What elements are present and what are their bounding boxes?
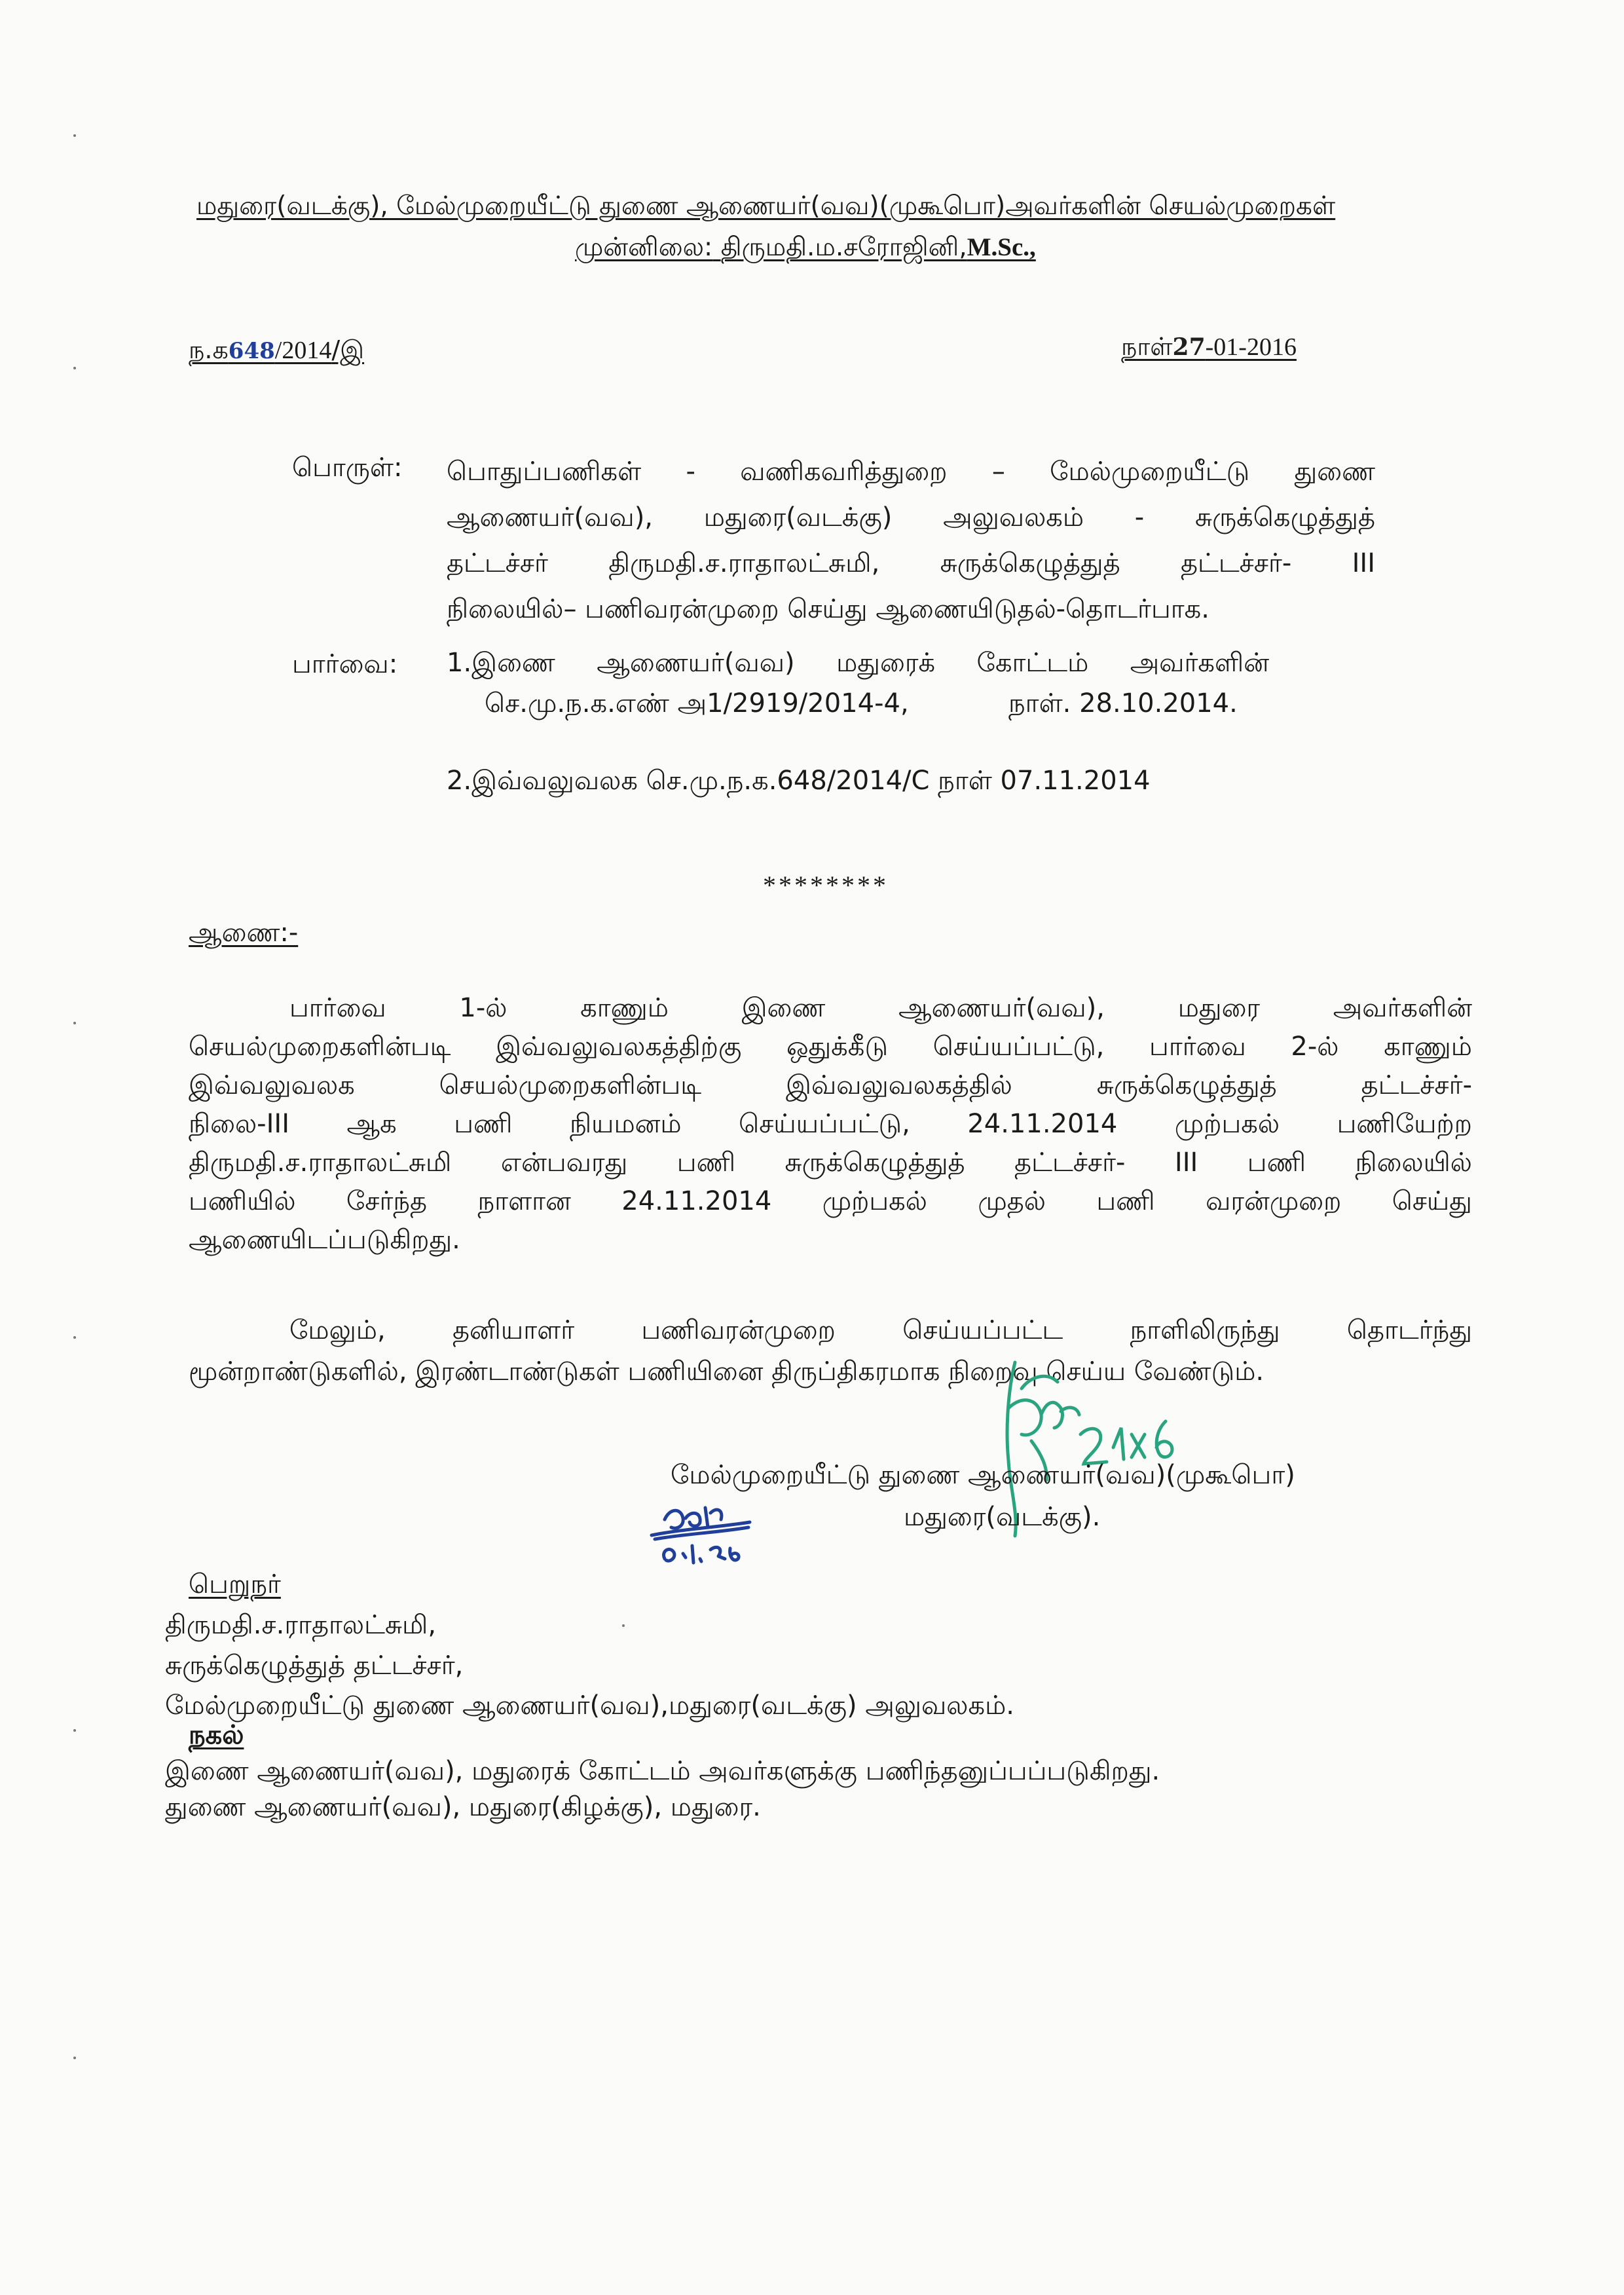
order-line: பணியில் சேர்ந்த நாளான 24.11.2014 முற்பகல் முதல் பணி வரன்முறை செய்து: [189, 1186, 1472, 1216]
recipient-designation: சுருக்கெழுத்துத் தட்டச்சர்,: [165, 1651, 464, 1681]
order-line: இவ்வலுவலக செயல்முறைகளின்படி இவ்வலுவலகத்தில் சுருக்கெழுத்துத் தட்டச்சர்-: [189, 1070, 1472, 1100]
recipient-label: பெறுநர்: [189, 1569, 281, 1599]
reference-1-line-2: [485, 688, 909, 719]
date-month-year: -01-2016: [1205, 333, 1297, 361]
copy-recipient-2: துணை ஆணையர்(வவ), மதுரை(கிழக்கு), மதுரை.: [165, 1792, 761, 1822]
subject-label: பொருள்:: [292, 453, 403, 483]
copy-label: நகல்: [189, 1720, 244, 1750]
reference-1-line-1: [447, 647, 1269, 679]
presiding-label: முன்னிலை:: [575, 233, 713, 262]
subject-line: தட்டச்சர் திருமதி.ச.ராதாலட்சுமி, சுருக்கெழுத்துத் தட்டச்சர்- III: [447, 548, 1375, 578]
heading-line-1: மதுரை(வடக்கு), மேல்முறையீட்டு துணை ஆணையர்(வவ)(முகூபொ)அவர்களின் செயல்முறைகள்: [196, 191, 1336, 221]
order-line: பார்வை 1-ல் காணும் இணை ஆணையர்(வவ), மதுரை அவர்களின்: [289, 993, 1472, 1023]
date-prefix: நாள்: [1121, 332, 1173, 361]
subject-line: பொதுப்பணிகள் - வணிகவரித்துறை – மேல்முறையீட்டு துணை: [447, 457, 1375, 487]
recipient-office: மேல்முறையீட்டு துணை ஆணையர்(வவ),மதுரை(வடக்கு) அலுவலகம்.: [165, 1690, 1014, 1721]
document-date: [1121, 332, 1297, 363]
subject-line: நிலையில்– பணிவரன்முறை செய்து ஆணையிடுதல்-தொடர்பாக.: [447, 594, 1209, 624]
order-line: மேலும், தனியாளர் பணிவரன்முறை செய்யப்பட்ட நாளிலிருந்து தொடர்ந்து: [289, 1315, 1472, 1345]
order-label: ஆணை:-: [189, 918, 299, 948]
scan-speck: [73, 134, 76, 137]
presiding-degree: M.Sc.,: [967, 233, 1036, 261]
scan-speck: [73, 1729, 76, 1732]
subject-block: [447, 449, 1375, 632]
scan-speck: [622, 1624, 625, 1627]
initials-mark: [645, 1493, 756, 1572]
presiding-officer-line: [575, 233, 1036, 263]
scan-speck: [73, 1022, 76, 1024]
reference-1-date: நாள். 28.10.2014.: [1008, 688, 1238, 718]
scan-speck: [73, 1336, 76, 1339]
copy-recipient-1: இணை ஆணையர்(வவ), மதுரைக் கோட்டம் அவர்களுக்கு பணிந்தனுப்பப்படுகிறது.: [165, 1756, 1160, 1786]
recipient-name: திருமதி.ச.ராதாலட்சுமி,: [165, 1610, 437, 1640]
order-line: திருமதி.ச.ராதாலட்சுமி என்பவரது பணி சுருக்கெழுத்துத் தட்டச்சர்- III பணி நிலையில்: [189, 1148, 1472, 1178]
presiding-name: திருமதி.ம.சரோஜினி,: [720, 233, 967, 262]
scan-speck: [73, 367, 76, 369]
scan-speck: [73, 2057, 76, 2059]
document-heading: [196, 191, 1467, 222]
separator-asterisks: ********: [763, 870, 889, 900]
reference-suffix: /இ: [331, 335, 365, 364]
signatory-office: மதுரை(வடக்கு).: [904, 1502, 1101, 1532]
order-paragraph-2: [189, 1310, 1472, 1392]
signatory-title: மேல்முறையீட்டு துணை ஆணையர்(வவ)(முகூபொ): [671, 1460, 1295, 1490]
reference-1-number: செ.மு.ந.க.எண் அ1/2919/2014-4,: [485, 688, 909, 718]
reference-handwritten-number: 648: [228, 338, 275, 364]
order-line: ஆணையிடப்படுகிறது.: [189, 1225, 460, 1255]
order-line: நிலை-III ஆக பணி நியமனம் செய்யப்பட்டு, 24.11.2014 முற்பகல் பணியேற்ற: [189, 1109, 1472, 1139]
order-line: செயல்முறைகளின்படி இவ்வலுவலகத்திற்கு ஒதுக்கீடு செய்யப்பட்டு, பார்வை 2-ல் காணும்: [189, 1032, 1472, 1062]
reference-number: [189, 335, 364, 366]
reference-2: 2.இவ்வலுவலக செ.மு.ந.க.648/2014/C நாள் 07.11.2014: [447, 766, 1151, 796]
subject-line: ஆணையர்(வவ), மதுரை(வடக்கு) அலுவலகம் - சுருக்கெழுத்துத்: [447, 502, 1375, 532]
date-handwritten-day: 27: [1172, 333, 1206, 361]
order-paragraph-1: [189, 989, 1472, 1259]
reference-year: /2014: [274, 337, 332, 364]
reference-1-text: 1.இணை ஆணையர்(வவ) மதுரைக் கோட்டம் அவர்களின்: [447, 648, 1269, 678]
references-label: பார்வை:: [292, 649, 398, 679]
order-line: மூன்றாண்டுகளில், இரண்டாண்டுகள் பணியினை திருப்திகரமாக நிறைவு செய்ய வேண்டும்.: [189, 1356, 1264, 1387]
reference-prefix: ந.க: [189, 335, 229, 364]
